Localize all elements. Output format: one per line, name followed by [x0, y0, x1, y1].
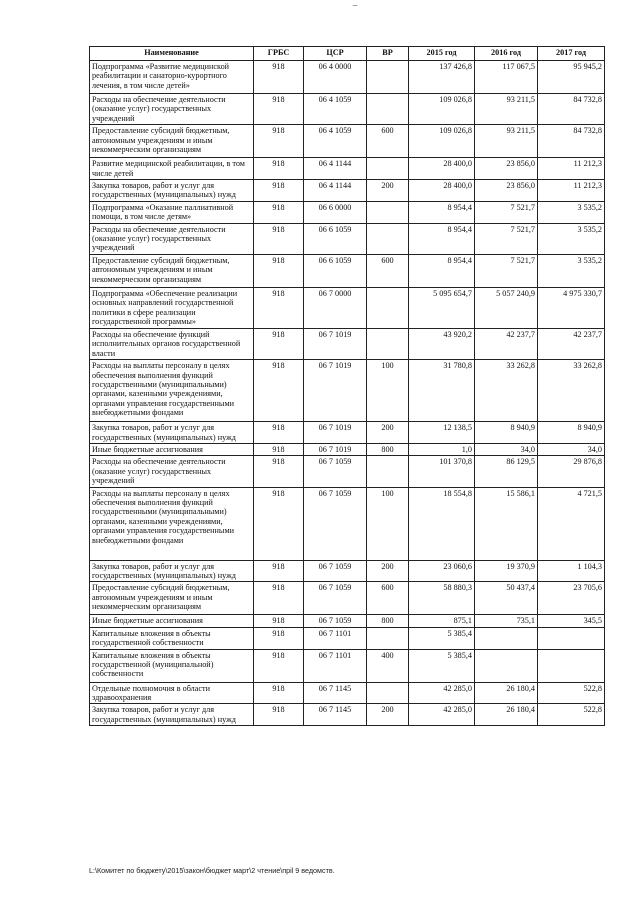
cell-y2017: 1 104,3: [538, 560, 605, 582]
cell-csr: 06 7 0000: [304, 287, 367, 328]
cell-vr: 600: [367, 125, 409, 158]
cell-csr: 06 4 1059: [304, 94, 367, 125]
cell-y2016: [475, 649, 538, 682]
cell-y2015: 875,1: [409, 615, 475, 627]
cell-vr: 600: [367, 582, 409, 615]
cell-csr: 06 4 1144: [304, 158, 367, 180]
table-row: [90, 704, 605, 726]
cell-y2015: 109 026,8: [409, 94, 475, 125]
cell-y2017: 42 237,7: [538, 328, 605, 359]
cell-vr: [367, 223, 409, 254]
cell-y2015: 8 954,4: [409, 201, 475, 223]
cell-csr: 06 7 1019: [304, 422, 367, 444]
cell-grbs: 918: [254, 254, 304, 287]
cell-y2017: 23 705,6: [538, 582, 605, 615]
cell-y2016: 42 237,7: [475, 328, 538, 359]
cell-y2015: 42 285,0: [409, 704, 475, 726]
cell-grbs: 918: [254, 422, 304, 444]
cell-y2016: 19 370,9: [475, 560, 538, 582]
cell-name: Подпрограмма «Развитие медицинской реабилитации и санаторно-курортного лечения, в том числе детей»: [90, 61, 254, 94]
cell-y2016: 8 940,9: [475, 422, 538, 444]
cell-y2017: 522,8: [538, 704, 605, 726]
cell-grbs: 918: [254, 682, 304, 704]
cell-csr: 06 6 1059: [304, 254, 367, 287]
cell-y2015: 8 954,4: [409, 223, 475, 254]
table-row: [90, 682, 605, 704]
budget-table: [89, 46, 605, 726]
cell-y2017: 3 535,2: [538, 201, 605, 223]
cell-y2015: 28 400,0: [409, 180, 475, 202]
cell-y2017: 3 535,2: [538, 254, 605, 287]
cell-csr: 06 6 0000: [304, 201, 367, 223]
cell-csr: 06 7 1145: [304, 704, 367, 726]
cell-vr: [367, 158, 409, 180]
cell-name: Предоставление субсидий бюджетным, автономным учреждениям и иным некоммерческим организациям: [90, 125, 254, 158]
cell-y2015: 137 426,8: [409, 61, 475, 94]
cell-csr: 06 7 1059: [304, 582, 367, 615]
cell-csr: 06 4 1144: [304, 180, 367, 202]
cell-y2017: 3 535,2: [538, 223, 605, 254]
cell-name: Капитальные вложения в объекты государственной (муниципальной) собственности: [90, 649, 254, 682]
table-row: [90, 649, 605, 682]
table-row: [90, 180, 605, 202]
cell-y2015: 5 385,4: [409, 649, 475, 682]
cell-csr: 06 4 0000: [304, 61, 367, 94]
cell-grbs: 918: [254, 443, 304, 455]
cell-name: Расходы на обеспечение функций исполнительных органов государственной власти: [90, 328, 254, 359]
cell-vr: 800: [367, 615, 409, 627]
cell-y2017: 4 975 330,7: [538, 287, 605, 328]
cell-grbs: 918: [254, 704, 304, 726]
cell-name: Закупка товаров, работ и услуг для государственных (муниципальных) нужд: [90, 704, 254, 726]
cell-grbs: 918: [254, 487, 304, 560]
cell-y2015: 101 370,8: [409, 456, 475, 487]
table-row: [90, 487, 605, 560]
cell-name: Закупка товаров, работ и услуг для государственных (муниципальных) нужд: [90, 180, 254, 202]
cell-y2016: 86 129,5: [475, 456, 538, 487]
cell-grbs: 918: [254, 287, 304, 328]
header-grbs: ГРБС: [254, 47, 304, 61]
cell-y2017: 84 732,8: [538, 94, 605, 125]
table-row: [90, 627, 605, 649]
cell-name: Предоставление субсидий бюджетным, автономным учреждениям и иным некоммерческим организациям: [90, 582, 254, 615]
table-row: [90, 443, 605, 455]
cell-csr: 06 7 1059: [304, 456, 367, 487]
cell-y2017: 95 945,2: [538, 61, 605, 94]
cell-name: Расходы на выплаты персоналу в целях обеспечения выполнения функций государственными (муниципальными) органами, казенными учреждениями, органами управления государственными внебюджетными фондами: [90, 360, 254, 422]
cell-grbs: 918: [254, 61, 304, 94]
cell-name: Расходы на обеспечение деятельности (оказание услуг) государственных учреждений: [90, 456, 254, 487]
cell-y2015: 18 554,8: [409, 487, 475, 560]
cell-y2017: 4 721,5: [538, 487, 605, 560]
cell-y2016: 7 521,7: [475, 223, 538, 254]
cell-grbs: 918: [254, 456, 304, 487]
cell-y2017: 11 212,3: [538, 180, 605, 202]
cell-y2017: 522,8: [538, 682, 605, 704]
cell-grbs: 918: [254, 627, 304, 649]
cell-grbs: 918: [254, 201, 304, 223]
cell-y2015: 58 880,3: [409, 582, 475, 615]
cell-vr: [367, 94, 409, 125]
cell-csr: 06 7 1019: [304, 360, 367, 422]
cell-y2015: 109 026,8: [409, 125, 475, 158]
cell-y2015: 12 138,5: [409, 422, 475, 444]
cell-y2017: 29 876,8: [538, 456, 605, 487]
cell-y2017: 34,0: [538, 443, 605, 455]
cell-y2016: 23 856,0: [475, 180, 538, 202]
cell-y2015: 5 385,4: [409, 627, 475, 649]
cell-csr: 06 6 1059: [304, 223, 367, 254]
cell-name: Отдельные полномочия в области здравоохранения: [90, 682, 254, 704]
cell-csr: 06 7 1019: [304, 328, 367, 359]
cell-csr: 06 7 1101: [304, 649, 367, 682]
cell-name: Иные бюджетные ассигнования: [90, 615, 254, 627]
cell-name: Иные бюджетные ассигнования: [90, 443, 254, 455]
table-row: [90, 158, 605, 180]
cell-y2016: 33 262,8: [475, 360, 538, 422]
table-row: [90, 422, 605, 444]
page-mark: –: [352, 0, 358, 10]
cell-y2017: 84 732,8: [538, 125, 605, 158]
cell-y2016: 34,0: [475, 443, 538, 455]
cell-y2017: [538, 627, 605, 649]
table-row: [90, 254, 605, 287]
header-csr: ЦСР: [304, 47, 367, 61]
cell-name: Развитие медицинской реабилитации, в том числе детей: [90, 158, 254, 180]
cell-y2017: 33 262,8: [538, 360, 605, 422]
table-row: [90, 201, 605, 223]
cell-y2015: 42 285,0: [409, 682, 475, 704]
cell-y2017: [538, 649, 605, 682]
cell-name: Расходы на обеспечение деятельности (оказание услуг) государственных учреждений: [90, 94, 254, 125]
table-row: [90, 287, 605, 328]
cell-grbs: 918: [254, 582, 304, 615]
cell-grbs: 918: [254, 180, 304, 202]
cell-name: Капитальные вложения в объекты государственной собственности: [90, 627, 254, 649]
cell-grbs: 918: [254, 360, 304, 422]
cell-y2016: 5 057 240,9: [475, 287, 538, 328]
table-row: [90, 615, 605, 627]
cell-grbs: 918: [254, 615, 304, 627]
cell-csr: 06 7 1059: [304, 615, 367, 627]
cell-vr: 100: [367, 487, 409, 560]
cell-y2015: 43 920,2: [409, 328, 475, 359]
cell-y2016: [475, 627, 538, 649]
cell-grbs: 918: [254, 328, 304, 359]
cell-y2016: 26 180,4: [475, 704, 538, 726]
cell-name: Предоставление субсидий бюджетным, автономным учреждениям и иным некоммерческим организациям: [90, 254, 254, 287]
table-row: [90, 223, 605, 254]
cell-y2016: 93 211,5: [475, 125, 538, 158]
cell-grbs: 918: [254, 560, 304, 582]
header-2016: 2016 год: [475, 47, 538, 61]
cell-csr: 06 7 1145: [304, 682, 367, 704]
table-row: [90, 582, 605, 615]
cell-grbs: 918: [254, 94, 304, 125]
cell-y2016: 15 586,1: [475, 487, 538, 560]
cell-y2015: 31 780,8: [409, 360, 475, 422]
table-row: [90, 560, 605, 582]
cell-vr: 200: [367, 704, 409, 726]
cell-vr: 100: [367, 360, 409, 422]
cell-vr: [367, 287, 409, 328]
cell-vr: [367, 328, 409, 359]
header-vr: ВР: [367, 47, 409, 61]
cell-csr: 06 7 1019: [304, 443, 367, 455]
cell-vr: [367, 201, 409, 223]
cell-csr: 06 4 1059: [304, 125, 367, 158]
cell-grbs: 918: [254, 158, 304, 180]
header-2017: 2017 год: [538, 47, 605, 61]
cell-y2016: 50 437,4: [475, 582, 538, 615]
table-header-row: [90, 47, 605, 61]
cell-y2017: 345,5: [538, 615, 605, 627]
cell-y2015: 5 095 654,7: [409, 287, 475, 328]
cell-vr: [367, 61, 409, 94]
cell-vr: [367, 627, 409, 649]
header-2015: 2015 год: [409, 47, 475, 61]
cell-y2017: 8 940,9: [538, 422, 605, 444]
header-name: Наименование: [90, 47, 254, 61]
cell-y2016: 23 856,0: [475, 158, 538, 180]
cell-grbs: 918: [254, 649, 304, 682]
table-row: [90, 456, 605, 487]
cell-y2017: 11 212,3: [538, 158, 605, 180]
cell-csr: 06 7 1101: [304, 627, 367, 649]
cell-csr: 06 7 1059: [304, 487, 367, 560]
file-path-footer: L:\Комитет по бюджету\2015\закон\бюджет март\2 чтение\прil 9 ведомств.: [89, 866, 335, 875]
cell-name: Расходы на выплаты персоналу в целях обеспечения выполнения функций государственными (муниципальными) органами, казенными учреждениями, органами управления государственными внебюджетными фондами: [90, 487, 254, 560]
cell-vr: 200: [367, 180, 409, 202]
cell-y2015: 1,0: [409, 443, 475, 455]
cell-name: Закупка товаров, работ и услуг для государственных (муниципальных) нужд: [90, 560, 254, 582]
table-row: [90, 328, 605, 359]
cell-csr: 06 7 1059: [304, 560, 367, 582]
cell-vr: [367, 682, 409, 704]
cell-vr: [367, 456, 409, 487]
cell-name: Подпрограмма «Обеспечение реализации основных направлений государственной политики в сфере реализации государственной программы»: [90, 287, 254, 328]
cell-name: Закупка товаров, работ и услуг для государственных (муниципальных) нужд: [90, 422, 254, 444]
cell-vr: 200: [367, 560, 409, 582]
table-row: [90, 125, 605, 158]
cell-y2016: 735,1: [475, 615, 538, 627]
cell-y2015: 8 954,4: [409, 254, 475, 287]
cell-grbs: 918: [254, 125, 304, 158]
table-row: [90, 94, 605, 125]
cell-y2015: 23 060,6: [409, 560, 475, 582]
cell-y2016: 93 211,5: [475, 94, 538, 125]
cell-name: Расходы на обеспечение деятельности (оказание услуг) государственных учреждений: [90, 223, 254, 254]
cell-vr: 400: [367, 649, 409, 682]
cell-y2015: 28 400,0: [409, 158, 475, 180]
cell-vr: 600: [367, 254, 409, 287]
cell-vr: 200: [367, 422, 409, 444]
cell-y2016: 7 521,7: [475, 254, 538, 287]
cell-y2016: 26 180,4: [475, 682, 538, 704]
cell-vr: 800: [367, 443, 409, 455]
cell-name: Подпрограмма «Оказание паллиативной помощи, в том числе детям»: [90, 201, 254, 223]
cell-y2016: 7 521,7: [475, 201, 538, 223]
table-row: [90, 61, 605, 94]
table-body: [90, 61, 605, 726]
cell-grbs: 918: [254, 223, 304, 254]
table-row: [90, 360, 605, 422]
cell-y2016: 117 067,5: [475, 61, 538, 94]
